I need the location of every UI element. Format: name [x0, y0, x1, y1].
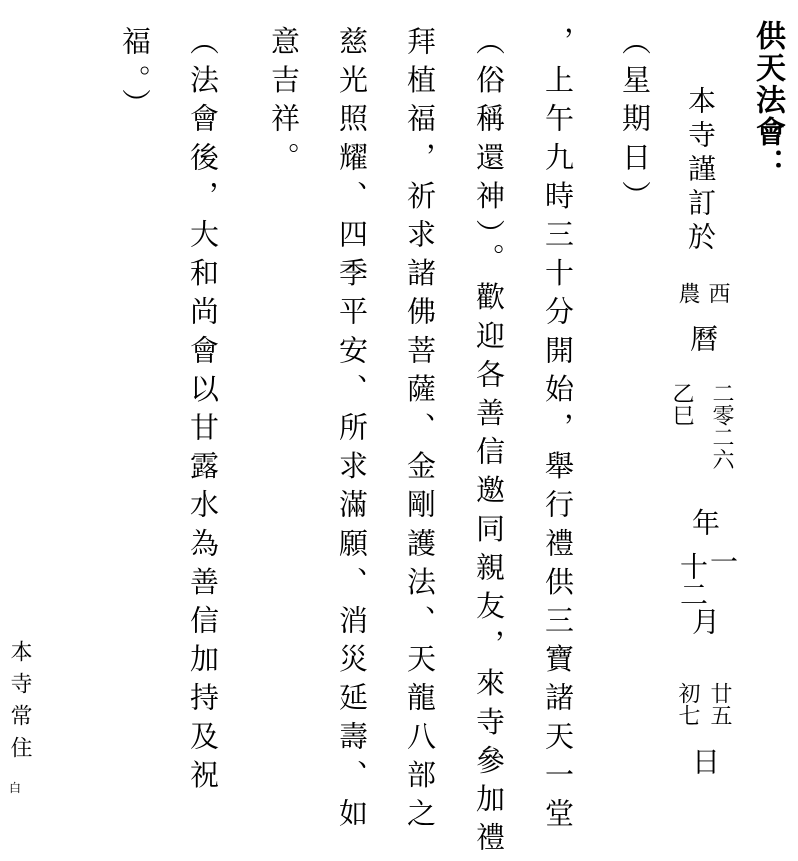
calendar-lunar-label: 農	[675, 282, 700, 304]
body-column-7: （法會後，大和尚會以甘露水為善信加持及祝	[186, 26, 220, 798]
body-column-5: 慈光照耀、四季平安、所求滿願、消災延壽、如	[335, 26, 369, 837]
notice-title: 供天法會：	[750, 20, 785, 180]
day-western: 廿五	[707, 682, 732, 726]
year-lunar: 乙巳	[669, 382, 694, 426]
date-block	[668, 282, 742, 782]
year-suffix: 年	[688, 508, 721, 536]
month-suffix: 月	[688, 607, 721, 635]
body-column-4: 拜植福，祈求諸佛菩薩、金剛護法、天龍八部之	[403, 26, 437, 837]
month-western: 一	[706, 547, 739, 575]
month-lunar: 十二	[676, 552, 709, 608]
calendar-western-label: 西	[705, 282, 730, 304]
body-column-6: 意吉祥。	[267, 26, 301, 181]
body-column-1: （星期日）	[618, 26, 652, 219]
day-suffix: 日	[688, 747, 721, 775]
year-western: 二零二六	[709, 382, 734, 470]
body-column-3: （俗稱還神）。歡迎各善信邀同親友，來寺參加禮	[472, 26, 506, 861]
footer-signature: 本寺常住	[7, 640, 32, 768]
seal-mark: 白	[9, 781, 22, 795]
day-lunar: 初七	[675, 682, 700, 726]
notice-prefix: 本寺謹訂於	[684, 86, 717, 256]
body-column-2: ，上午九時三十分開始，舉行禮供三寶諸天一堂	[541, 26, 575, 837]
body-column-8: 福。）	[118, 26, 152, 128]
calendar-suffix: 曆	[686, 324, 719, 352]
